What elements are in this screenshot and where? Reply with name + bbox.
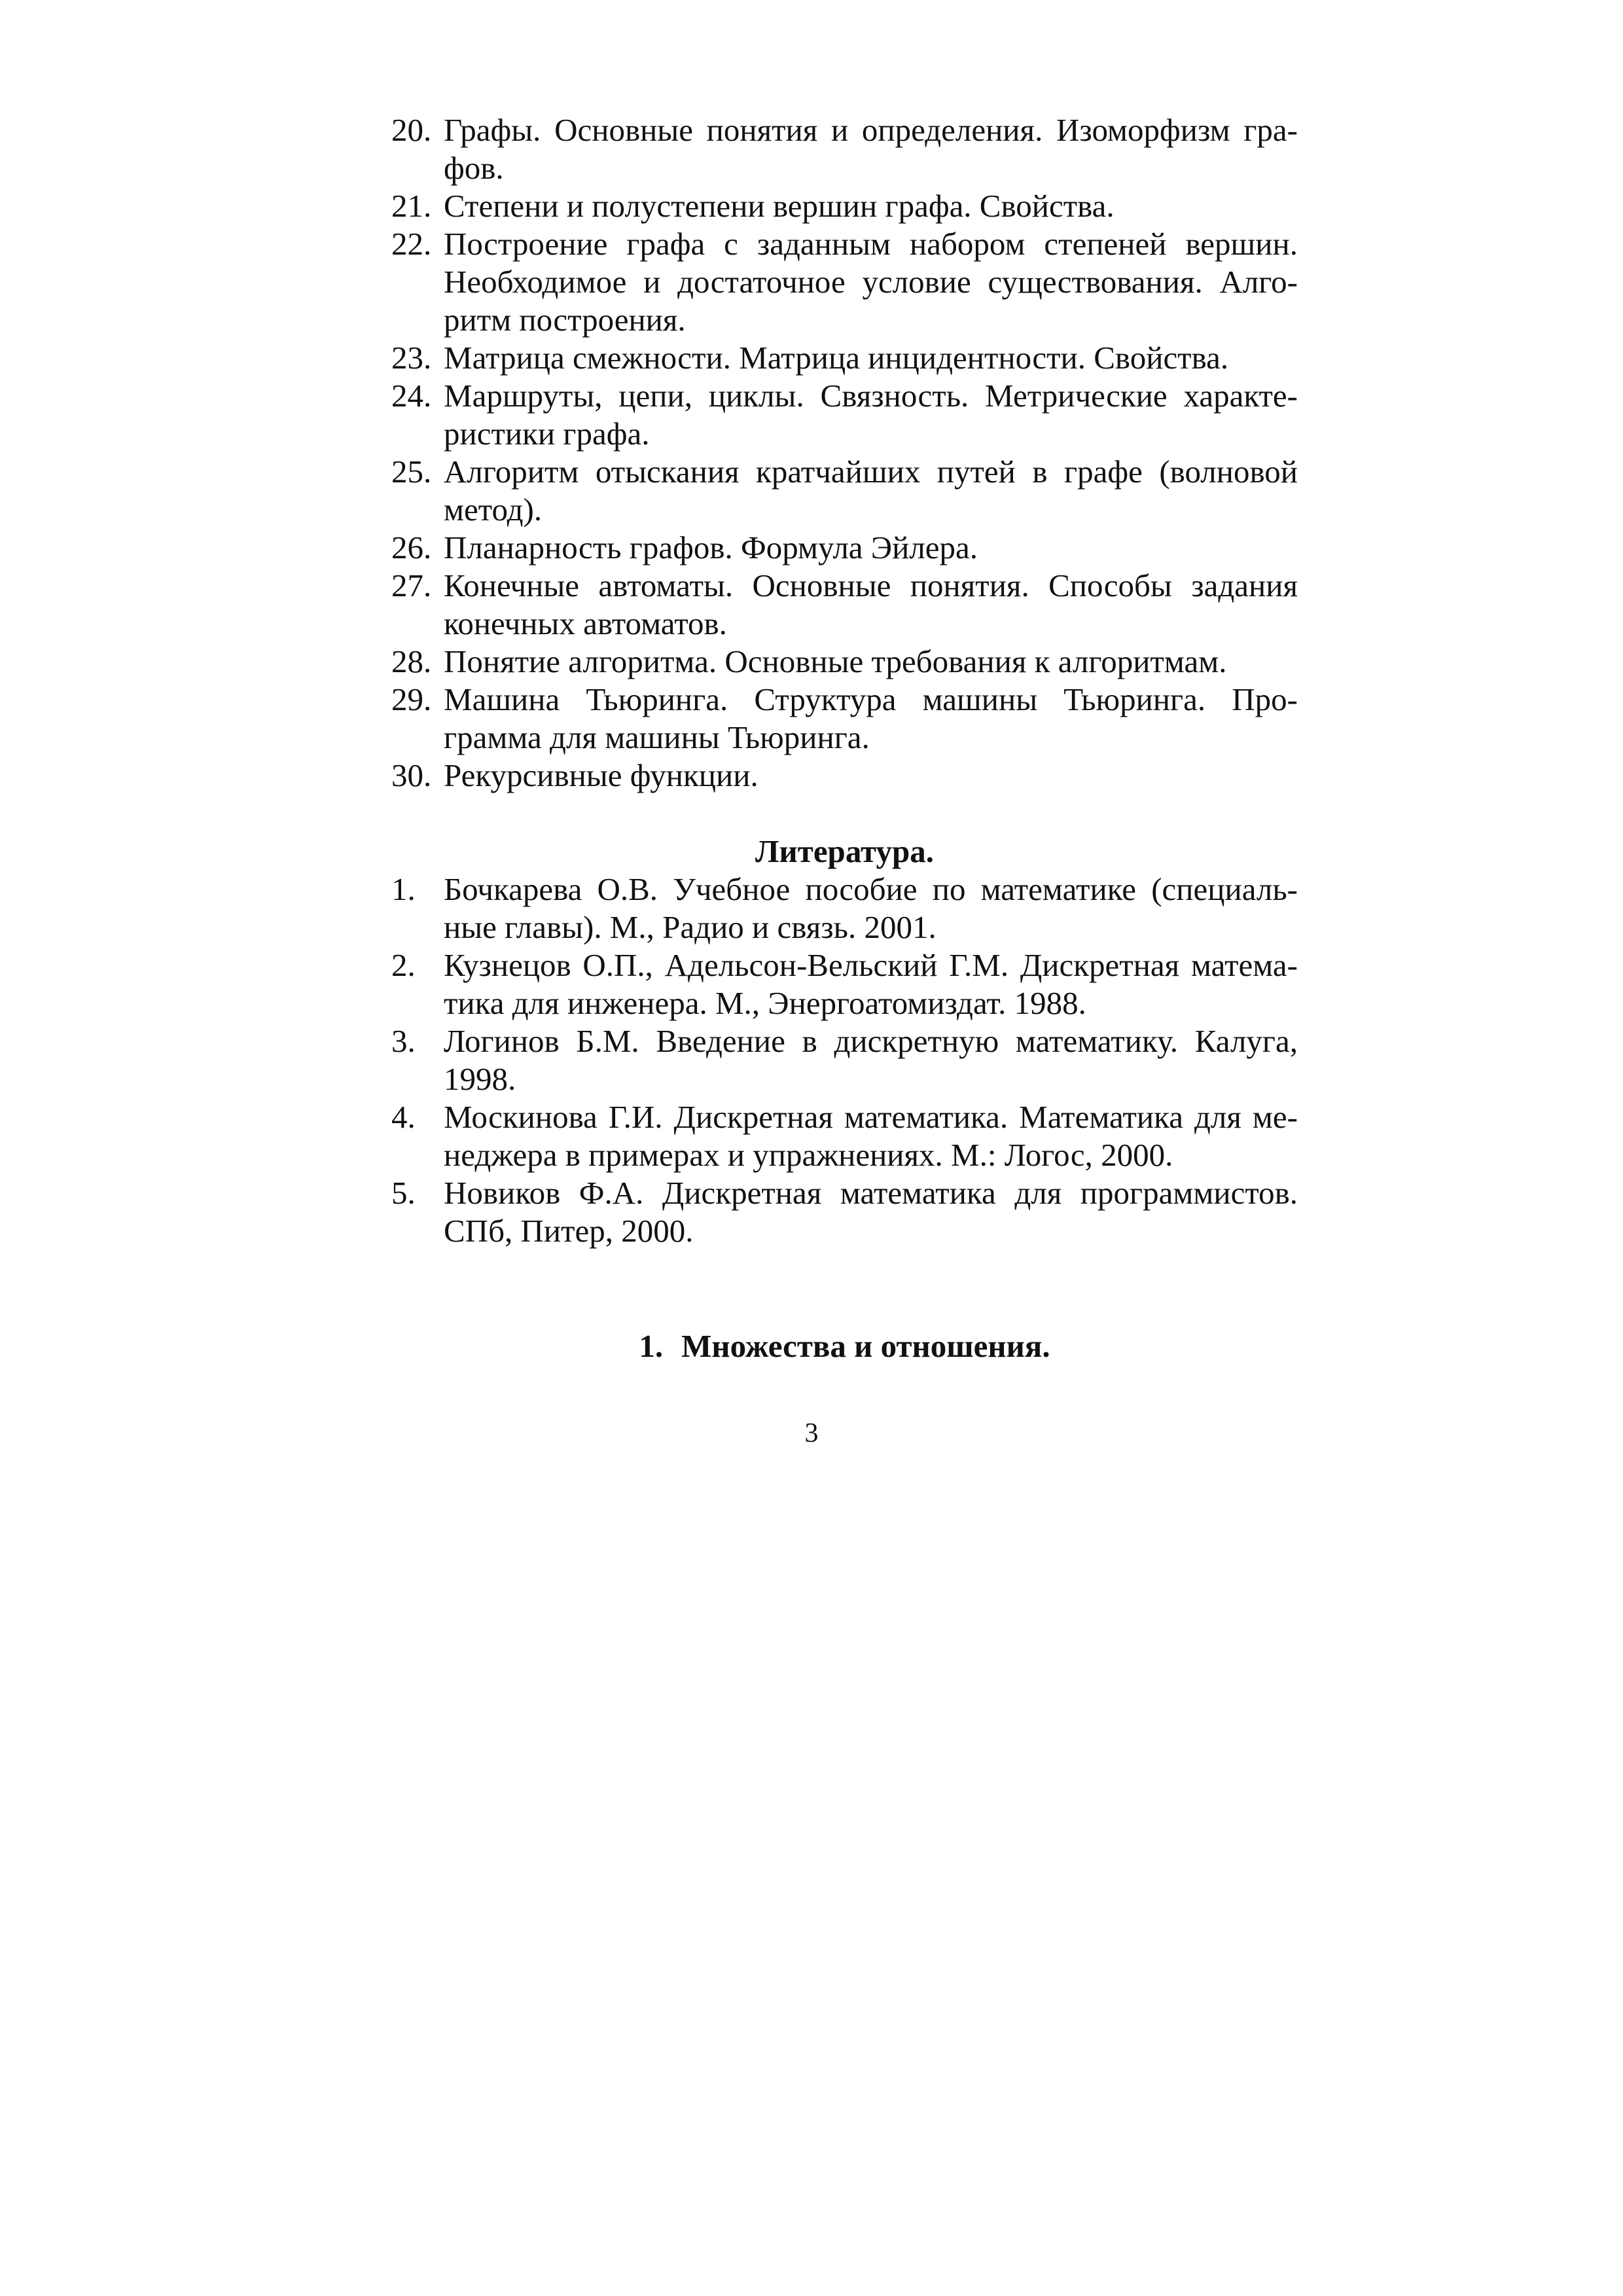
list-item [391, 225, 1298, 339]
item-text: Новиков Ф.А. Дискретная математика для программистов. СПб, Питер, 2000. [444, 1175, 1298, 1249]
item-text: Рекурсивные функции. [444, 757, 758, 793]
literature-heading: Литература. [755, 833, 934, 869]
item-text: Бочкарева О.В. Учебное пособие по математике (специаль-ные главы). М., Радио и связь. 2001. [444, 871, 1298, 945]
section-number: 1. [639, 1328, 664, 1364]
list-item [391, 567, 1298, 643]
list-item [391, 946, 1298, 1022]
item-number: 3. [391, 1023, 416, 1059]
page-content [391, 111, 1298, 1365]
item-text: Машина Тьюринга. Структура машины Тьюринга. Про-грамма для машины Тьюринга. [444, 681, 1298, 755]
section-title: Множества и отношения. [681, 1328, 1050, 1364]
item-text: Построение графа с заданным набором степеней вершин. Необходимое и достаточное условие существования. Алго-ритм построения. [444, 226, 1298, 338]
item-number: 22. [391, 226, 432, 262]
list-item [391, 870, 1298, 946]
item-number: 21. [391, 188, 432, 224]
item-number: 25. [391, 454, 432, 490]
item-number: 30. [391, 757, 432, 793]
literature-list [391, 870, 1298, 1250]
list-item [391, 529, 1298, 567]
item-number: 20. [391, 112, 432, 148]
item-text: Графы. Основные понятия и определения. Изоморфизм гра-фов. [444, 112, 1298, 186]
item-number: 27. [391, 567, 432, 603]
item-text: Логинов Б.М. Введение в дискретную математику. Калуга, 1998. [444, 1023, 1298, 1097]
item-number: 29. [391, 681, 432, 717]
item-text: Степени и полустепени вершин графа. Свойства. [444, 188, 1115, 224]
item-number: 5. [391, 1175, 416, 1211]
item-number: 26. [391, 529, 432, 565]
list-item [391, 187, 1298, 225]
list-item [391, 111, 1298, 187]
list-item [391, 1174, 1298, 1250]
list-item [391, 681, 1298, 757]
list-item [391, 1098, 1298, 1174]
item-text: Кузнецов О.П., Адельсон-Вельский Г.М. Дискретная матема-тика для инженера. М., Энергоатомиздат. 1988. [444, 947, 1298, 1021]
item-text: Москинова Г.И. Дискретная математика. Математика для ме-неджера в примерах и упражнениях. М.: Логос, 2000. [444, 1099, 1298, 1173]
exam-questions-list [391, 111, 1298, 795]
list-item [391, 643, 1298, 681]
list-item [391, 377, 1298, 453]
item-text: Понятие алгоритма. Основные требования к алгоритмам. [444, 643, 1227, 679]
item-number: 4. [391, 1099, 416, 1135]
item-number: 28. [391, 643, 432, 679]
item-text: Планарность графов. Формула Эйлера. [444, 529, 978, 565]
item-text: Алгоритм отыскания кратчайших путей в графе (волновой метод). [444, 454, 1298, 528]
item-number: 23. [391, 340, 432, 376]
item-text: Маршруты, цепи, циклы. Связность. Метрические характе-ристики графа. [444, 378, 1298, 452]
page-number: 3 [804, 1418, 819, 1448]
list-item [391, 453, 1298, 529]
section-heading [391, 1327, 1298, 1365]
item-number: 24. [391, 378, 432, 414]
list-item [391, 1022, 1298, 1098]
list-item [391, 339, 1298, 377]
item-number: 2. [391, 947, 416, 983]
item-number: 1. [391, 871, 416, 907]
item-text: Матрица смежности. Матрица инцидентности. Свойства. [444, 340, 1229, 376]
list-item [391, 757, 1298, 795]
item-text: Конечные автоматы. Основные понятия. Способы задания конечных автоматов. [444, 567, 1298, 641]
